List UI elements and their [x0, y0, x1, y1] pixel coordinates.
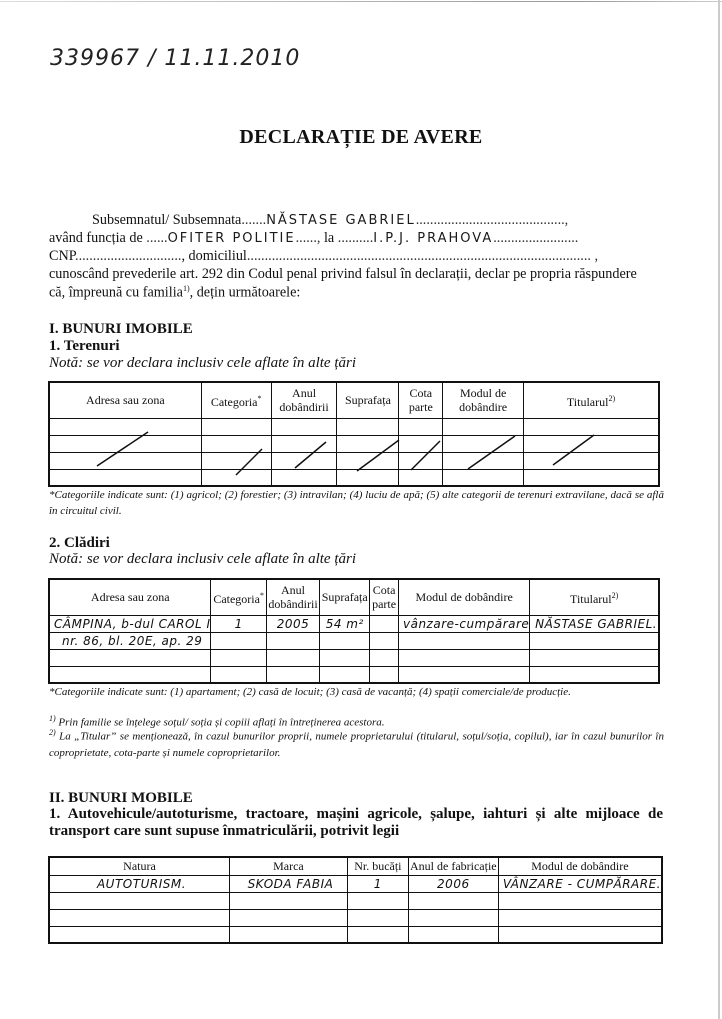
function-field[interactable]: OFITER POLITIE — [167, 231, 296, 246]
col-header: Anul de fabricație — [408, 857, 498, 875]
cnp-label: CNP — [49, 248, 76, 264]
table-cell[interactable] — [530, 666, 659, 683]
page-title: DECLARAȚIE DE AVERE — [239, 126, 483, 148]
family-text: că, împreună cu familia — [49, 284, 183, 301]
table-cell[interactable] — [49, 452, 201, 469]
table-cell[interactable] — [49, 666, 211, 683]
table-cell[interactable] — [271, 469, 337, 486]
table-cell[interactable] — [530, 632, 659, 649]
table-cell[interactable] — [524, 469, 659, 486]
col-header: Categoria* — [211, 579, 266, 615]
vehicles-table — [48, 856, 663, 944]
table-cell[interactable] — [498, 926, 662, 943]
table-row — [49, 418, 659, 435]
table-cell[interactable] — [530, 649, 659, 666]
family-text-end: , dețin următoarele: — [189, 284, 301, 301]
table-cell[interactable] — [337, 452, 399, 469]
table-cell[interactable] — [337, 418, 399, 435]
buildings-table — [48, 578, 660, 684]
table-row — [49, 892, 662, 909]
table-cell[interactable] — [271, 452, 337, 469]
table-header-row — [49, 382, 659, 418]
table-header-row — [49, 857, 662, 875]
table-cell[interactable] — [524, 452, 659, 469]
table-cell[interactable] — [49, 418, 201, 435]
table-header-row — [49, 579, 659, 615]
scan-edge-right — [718, 0, 720, 1019]
subsection-heading-vehicles: 1. Autovehicule/autoturisme, tractoare, mașini agricole, șalupe, iahturi și alte mijloace de transport care sunt supuse înmatriculării, potrivit legii — [49, 806, 663, 839]
table-cell[interactable] — [49, 435, 201, 452]
table-cell[interactable] — [229, 909, 347, 926]
table-cell[interactable] — [524, 418, 659, 435]
footnote-land-categories: *Categoriile indicate sunt: (1) agricol; (2) forestier; (3) intravilan; (4) luciu de apă; (5) alte categorii de terenuri extravilane, dacă se află în circuitul civil. — [49, 489, 664, 517]
registration-number: 339967 / 11.11.2010 — [50, 46, 301, 71]
table-cell[interactable] — [398, 666, 529, 683]
table-cell[interactable]: SKODA FABIA — [229, 875, 347, 892]
table-cell[interactable] — [408, 926, 498, 943]
domicile-field[interactable]: ................................................................................................. , — [246, 248, 598, 264]
table-cell[interactable] — [337, 435, 399, 452]
table-cell[interactable]: nr. 86, bl. 20E, ap. 29 — [49, 632, 211, 649]
table-cell[interactable] — [408, 909, 498, 926]
table-cell[interactable] — [201, 452, 271, 469]
table-row — [49, 435, 659, 452]
table-cell[interactable] — [498, 892, 662, 909]
land-table — [48, 381, 660, 487]
table-cell[interactable] — [370, 666, 399, 683]
intro-line-name: Subsemnatul/ Subsemnata.......NĂSTASE GABRIEL.........................................., — [92, 212, 569, 228]
institution-field[interactable]: I.P.J. PRAHOVA — [373, 231, 494, 246]
table-cell[interactable] — [370, 615, 399, 632]
intro-line-statement: cunoscând prevederile art. 292 din Codul penal privind falsul în declarații, declar pe propria răspundere — [49, 266, 637, 282]
table-cell[interactable] — [266, 649, 319, 666]
table-cell[interactable] — [320, 666, 370, 683]
table-cell[interactable] — [211, 666, 266, 683]
intro-line-family — [49, 284, 300, 302]
cnp-field[interactable]: .............................. — [75, 248, 182, 264]
table-cell[interactable] — [347, 892, 408, 909]
domicile-label: domiciliul — [188, 248, 247, 264]
table-row — [49, 875, 662, 892]
table-row — [49, 649, 659, 666]
footnote-1: $^{1)}$ Prin familie se înțelege soțul/ soția și copiii aflați în întreținerea acestora. — [49, 714, 385, 729]
table-row — [49, 452, 659, 469]
section-heading-imobile: I. BUNURI IMOBILE — [49, 321, 193, 337]
col-header: Modul de dobândire — [498, 857, 662, 875]
subsection-heading-cladiri: 2. Clădiri — [49, 535, 110, 551]
at-label: la — [323, 230, 335, 246]
table-cell[interactable] — [211, 632, 266, 649]
note-cladiri: Notă: se vor declara inclusiv cele aflate în alte țări — [49, 551, 357, 567]
col-header: Cota parte — [370, 579, 399, 615]
footnote-building-categories: *Categoriile indicate sunt: (1) apartament; (2) casă de locuit; (3) casă de vacanță; (4) spații comerciale/de producție. — [49, 686, 571, 698]
table-cell[interactable] — [408, 892, 498, 909]
table-cell[interactable]: AUTOTURISM. — [49, 875, 229, 892]
table-cell[interactable]: CÂMPINA, b-dul CAROL I — [49, 615, 211, 632]
footnote-ref: 1) — [182, 284, 190, 293]
table-row — [49, 666, 659, 683]
col-header: Titularul$^{2)}$ — [524, 382, 659, 418]
table-cell[interactable] — [399, 418, 443, 435]
table-cell[interactable] — [49, 909, 229, 926]
table-cell[interactable] — [229, 926, 347, 943]
table-row — [49, 615, 659, 632]
table-cell[interactable] — [201, 435, 271, 452]
table-cell[interactable] — [266, 632, 319, 649]
footnote-2: $^{2)}$ La „Titular” se menționează, în cazul bunurilor proprii, numele proprietarului (titularul, soțul/soția, copilul), iar în cazul bunurilor în coproprietate, cota-parte și numele coproprietarilor. — [49, 728, 664, 759]
intro-line-function: având funcția de ......OFITER POLITIE......, la ..........I.P.J. PRAHOVA........................ — [49, 230, 579, 246]
scan-edge-top — [0, 1, 722, 2]
table-cell[interactable]: 2005 — [266, 615, 319, 632]
table-cell[interactable]: 54 m² — [320, 615, 370, 632]
name-label: Subsemnatul/ Subsemnata — [92, 212, 242, 228]
col-header: Suprafața — [337, 382, 399, 418]
table-cell[interactable]: 1 — [347, 875, 408, 892]
table-cell[interactable] — [49, 926, 229, 943]
table-row — [49, 632, 659, 649]
table-cell[interactable] — [398, 632, 529, 649]
table-cell[interactable] — [201, 418, 271, 435]
table-cell[interactable] — [337, 469, 399, 486]
col-header: Anul dobândirii — [271, 382, 337, 418]
table-cell[interactable] — [49, 649, 211, 666]
col-header: Marca — [229, 857, 347, 875]
col-header: Anul dobândirii — [266, 579, 319, 615]
table-cell[interactable] — [443, 418, 524, 435]
table-cell[interactable] — [320, 649, 370, 666]
table-cell[interactable] — [201, 469, 271, 486]
col-header: Cota parte — [399, 382, 443, 418]
table-cell[interactable]: VÂNZARE - CUMPĂRARE. — [498, 875, 662, 892]
table-cell[interactable] — [211, 649, 266, 666]
table-cell[interactable] — [399, 452, 443, 469]
table-cell[interactable] — [399, 469, 443, 486]
table-cell[interactable]: vânzare-cumpărare — [398, 615, 529, 632]
table-cell[interactable] — [347, 909, 408, 926]
section-heading-mobile: II. BUNURI MOBILE — [49, 790, 193, 806]
col-header: Nr. bucăți — [347, 857, 408, 875]
table-cell[interactable]: NĂSTASE GABRIEL. — [530, 615, 659, 632]
table-cell[interactable] — [498, 909, 662, 926]
intro-line-cnp: CNP.............................., domiciliul................................................................................................. , — [49, 248, 598, 264]
table-cell[interactable] — [443, 469, 524, 486]
table-row — [49, 909, 662, 926]
table-cell[interactable] — [266, 666, 319, 683]
note-terenuri: Notă: se vor declara inclusiv cele aflate în alte țări — [49, 355, 357, 371]
table-cell[interactable] — [229, 892, 347, 909]
table-cell[interactable] — [399, 435, 443, 452]
table-cell[interactable] — [347, 926, 408, 943]
col-header: Adresa sau zona — [49, 579, 211, 615]
table-cell[interactable] — [370, 649, 399, 666]
table-cell[interactable]: 1 — [211, 615, 266, 632]
table-cell[interactable] — [49, 469, 201, 486]
function-label: având funcția de — [49, 230, 143, 246]
table-cell[interactable] — [443, 435, 524, 452]
table-cell[interactable] — [524, 435, 659, 452]
col-header: Suprafața — [320, 579, 370, 615]
table-cell[interactable] — [271, 418, 337, 435]
col-header: Modul de dobândire — [443, 382, 524, 418]
col-header: Adresa sau zona — [49, 382, 201, 418]
table-cell[interactable] — [49, 892, 229, 909]
table-row — [49, 926, 662, 943]
table-cell[interactable] — [398, 649, 529, 666]
name-field[interactable]: NĂSTASE GABRIEL — [266, 213, 416, 228]
table-cell[interactable] — [370, 632, 399, 649]
table-cell[interactable] — [320, 632, 370, 649]
col-header: Categoria* — [201, 382, 271, 418]
col-header: Modul de dobândire — [398, 579, 529, 615]
col-header: Natura — [49, 857, 229, 875]
subsection-heading-terenuri: 1. Terenuri — [49, 338, 120, 354]
col-header: Titularul$^{2)}$ — [530, 579, 659, 615]
table-cell[interactable]: 2006 — [408, 875, 498, 892]
table-row — [49, 469, 659, 486]
table-cell[interactable] — [271, 435, 337, 452]
table-cell[interactable] — [443, 452, 524, 469]
